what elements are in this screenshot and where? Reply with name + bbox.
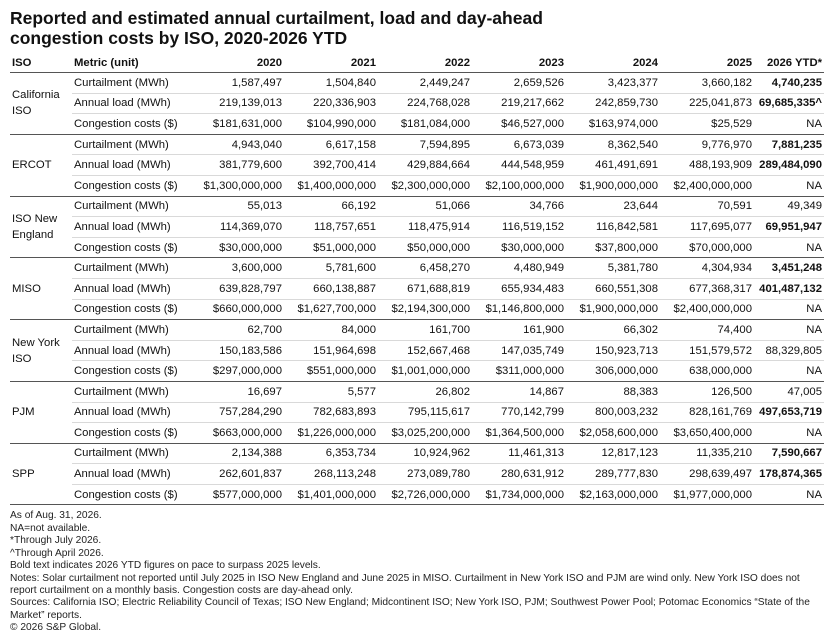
value-cell: 126,500 <box>660 381 754 402</box>
value-cell: 118,757,651 <box>284 217 378 238</box>
value-cell: 11,461,313 <box>472 443 566 464</box>
ytd-value-cell: 289,484,090 <box>754 155 824 176</box>
value-cell: 147,035,749 <box>472 340 566 361</box>
value-cell: 289,777,830 <box>566 464 660 485</box>
header-metric: Metric (unit) <box>72 54 190 73</box>
value-cell: 639,828,797 <box>190 278 284 299</box>
table-row <box>10 217 824 238</box>
value-cell: $50,000,000 <box>378 237 472 258</box>
value-cell: 14,867 <box>472 381 566 402</box>
value-cell: 268,113,248 <box>284 464 378 485</box>
value-cell: $2,163,000,000 <box>566 484 660 505</box>
value-cell: $51,000,000 <box>284 237 378 258</box>
ytd-value-cell: 7,881,235 <box>754 134 824 155</box>
metric-label: Congestion costs ($) <box>72 361 190 382</box>
metric-label: Curtailment (MWh) <box>72 320 190 341</box>
ytd-value-cell: NA <box>754 175 824 196</box>
table-row <box>10 155 824 176</box>
value-cell: 1,587,497 <box>190 73 284 94</box>
value-cell: 220,336,903 <box>284 93 378 114</box>
title-line-1: Reported and estimated annual curtailment, load and day-ahead <box>10 8 543 28</box>
value-cell: 4,943,040 <box>190 134 284 155</box>
value-cell: 66,302 <box>566 320 660 341</box>
value-cell: $1,627,700,000 <box>284 299 378 320</box>
value-cell: 800,003,232 <box>566 402 660 423</box>
ytd-value-cell: NA <box>754 361 824 382</box>
value-cell: $30,000,000 <box>190 237 284 258</box>
value-cell: 6,617,158 <box>284 134 378 155</box>
value-cell: $70,000,000 <box>660 237 754 258</box>
header-ytd: 2026 YTD* <box>754 54 824 73</box>
ytd-value-cell: NA <box>754 114 824 135</box>
value-cell: $25,529 <box>660 114 754 135</box>
metric-label: Annual load (MWh) <box>72 93 190 114</box>
metric-label: Annual load (MWh) <box>72 217 190 238</box>
ytd-value-cell: 3,451,248 <box>754 258 824 279</box>
value-cell: $30,000,000 <box>472 237 566 258</box>
value-cell: $181,631,000 <box>190 114 284 135</box>
footnote: NA=not available. <box>10 522 91 534</box>
header-row <box>10 54 824 73</box>
value-cell: 660,551,308 <box>566 278 660 299</box>
value-cell: $577,000,000 <box>190 484 284 505</box>
iso-name: MISO <box>10 258 72 320</box>
metric-label: Annual load (MWh) <box>72 155 190 176</box>
footnote: ^Through April 2026. <box>10 547 104 559</box>
header-year: 2024 <box>566 54 660 73</box>
value-cell: 84,000 <box>284 320 378 341</box>
value-cell: $1,401,000,000 <box>284 484 378 505</box>
value-cell: 273,089,780 <box>378 464 472 485</box>
value-cell: $1,001,000,000 <box>378 361 472 382</box>
metric-label: Annual load (MWh) <box>72 402 190 423</box>
value-cell: 116,842,581 <box>566 217 660 238</box>
metric-label: Curtailment (MWh) <box>72 258 190 279</box>
metric-label: Curtailment (MWh) <box>72 134 190 155</box>
value-cell: 280,631,912 <box>472 464 566 485</box>
value-cell: 3,600,000 <box>190 258 284 279</box>
value-cell: $1,900,000,000 <box>566 299 660 320</box>
value-cell: 638,000,000 <box>660 361 754 382</box>
value-cell: $2,726,000,000 <box>378 484 472 505</box>
header-iso: ISO <box>10 54 72 73</box>
value-cell: 3,423,377 <box>566 73 660 94</box>
value-cell: 262,601,837 <box>190 464 284 485</box>
value-cell: 26,802 <box>378 381 472 402</box>
metric-label: Annual load (MWh) <box>72 278 190 299</box>
ytd-value-cell: 47,005 <box>754 381 824 402</box>
value-cell: $2,058,600,000 <box>566 423 660 444</box>
header-year: 2025 <box>660 54 754 73</box>
value-cell: 12,817,123 <box>566 443 660 464</box>
data-table <box>10 54 824 505</box>
metric-label: Annual load (MWh) <box>72 464 190 485</box>
header-year: 2023 <box>472 54 566 73</box>
page-title <box>10 8 824 48</box>
value-cell: $181,084,000 <box>378 114 472 135</box>
value-cell: $2,194,300,000 <box>378 299 472 320</box>
metric-label: Congestion costs ($) <box>72 114 190 135</box>
metric-label: Congestion costs ($) <box>72 423 190 444</box>
value-cell: 16,697 <box>190 381 284 402</box>
value-cell: 74,400 <box>660 320 754 341</box>
value-cell: 34,766 <box>472 196 566 217</box>
value-cell: $1,300,000,000 <box>190 175 284 196</box>
value-cell: $1,977,000,000 <box>660 484 754 505</box>
ytd-value-cell: 497,653,719 <box>754 402 824 423</box>
value-cell: 66,192 <box>284 196 378 217</box>
value-cell: 219,139,013 <box>190 93 284 114</box>
table-row <box>10 320 824 341</box>
value-cell: 219,217,662 <box>472 93 566 114</box>
metric-label: Annual load (MWh) <box>72 340 190 361</box>
title-line-2: congestion costs by ISO, 2020-2026 YTD <box>10 28 348 48</box>
copyright: © 2026 S&P Global. <box>10 622 102 634</box>
value-cell: 62,700 <box>190 320 284 341</box>
value-cell: 4,480,949 <box>472 258 566 279</box>
footnotes <box>10 510 824 634</box>
table-row <box>10 134 824 155</box>
value-cell: $1,900,000,000 <box>566 175 660 196</box>
value-cell: 381,779,600 <box>190 155 284 176</box>
footnote: Sources: California ISO; Electric Reliability Council of Texas; ISO New England; Midcontinent ISO; New York ISO, PJM; Southwest Power Pool; Potomac Economics “State of the Market” reports. <box>10 597 810 621</box>
value-cell: 461,491,691 <box>566 155 660 176</box>
ytd-value-cell: 178,874,365 <box>754 464 824 485</box>
metric-label: Congestion costs ($) <box>72 175 190 196</box>
value-cell: 5,381,780 <box>566 258 660 279</box>
value-cell: $2,400,000,000 <box>660 299 754 320</box>
metric-label: Congestion costs ($) <box>72 299 190 320</box>
value-cell: $1,226,000,000 <box>284 423 378 444</box>
value-cell: 116,519,152 <box>472 217 566 238</box>
value-cell: 161,900 <box>472 320 566 341</box>
value-cell: $2,100,000,000 <box>472 175 566 196</box>
ytd-value-cell: NA <box>754 484 824 505</box>
footnote: As of Aug. 31, 2026. <box>10 510 102 522</box>
table-body <box>10 73 824 505</box>
table-row <box>10 464 824 485</box>
header-year: 2022 <box>378 54 472 73</box>
value-cell: 2,449,247 <box>378 73 472 94</box>
metric-label: Curtailment (MWh) <box>72 443 190 464</box>
table-row <box>10 340 824 361</box>
iso-name: New York ISO <box>10 320 72 382</box>
ytd-value-cell: 88,329,805 <box>754 340 824 361</box>
value-cell: 757,284,290 <box>190 402 284 423</box>
value-cell: 151,579,572 <box>660 340 754 361</box>
table-row <box>10 237 824 258</box>
value-cell: 7,594,895 <box>378 134 472 155</box>
table-row <box>10 73 824 94</box>
value-cell: 677,368,317 <box>660 278 754 299</box>
footnote: Bold text indicates 2026 YTD figures on pace to surpass 2025 levels. <box>10 560 321 572</box>
value-cell: 5,577 <box>284 381 378 402</box>
value-cell: 114,369,070 <box>190 217 284 238</box>
footnote: Notes: Solar curtailment not reported until July 2025 in ISO New England and June 2025 in MISO. Curtailment in New York ISO and PJM are wind only. New York ISO does not report curtailment on a monthly basis. Congestion costs are day-ahead only. <box>10 572 800 596</box>
value-cell: 151,964,698 <box>284 340 378 361</box>
value-cell: 152,667,468 <box>378 340 472 361</box>
table-row <box>10 402 824 423</box>
value-cell: 55,013 <box>190 196 284 217</box>
ytd-value-cell: 401,487,132 <box>754 278 824 299</box>
metric-label: Curtailment (MWh) <box>72 73 190 94</box>
value-cell: 6,458,270 <box>378 258 472 279</box>
table-row <box>10 258 824 279</box>
table-row <box>10 278 824 299</box>
ytd-value-cell: 4,740,235 <box>754 73 824 94</box>
value-cell: 660,138,887 <box>284 278 378 299</box>
table-row <box>10 93 824 114</box>
value-cell: $46,527,000 <box>472 114 566 135</box>
value-cell: $104,990,000 <box>284 114 378 135</box>
value-cell: $663,000,000 <box>190 423 284 444</box>
ytd-value-cell: NA <box>754 423 824 444</box>
value-cell: 150,183,586 <box>190 340 284 361</box>
ytd-value-cell: NA <box>754 237 824 258</box>
ytd-value-cell: 69,685,335^ <box>754 93 824 114</box>
metric-label: Curtailment (MWh) <box>72 196 190 217</box>
table-row <box>10 299 824 320</box>
value-cell: 4,304,934 <box>660 258 754 279</box>
value-cell: 51,066 <box>378 196 472 217</box>
value-cell: 3,660,182 <box>660 73 754 94</box>
table-row <box>10 484 824 505</box>
value-cell: $551,000,000 <box>284 361 378 382</box>
value-cell: 8,362,540 <box>566 134 660 155</box>
iso-name: ERCOT <box>10 134 72 196</box>
value-cell: $163,974,000 <box>566 114 660 135</box>
value-cell: 10,924,962 <box>378 443 472 464</box>
value-cell: 488,193,909 <box>660 155 754 176</box>
table-row <box>10 443 824 464</box>
table-row <box>10 423 824 444</box>
iso-name: ISO New England <box>10 196 72 258</box>
value-cell: 770,142,799 <box>472 402 566 423</box>
metric-label: Congestion costs ($) <box>72 484 190 505</box>
table-row <box>10 381 824 402</box>
value-cell: $297,000,000 <box>190 361 284 382</box>
value-cell: 655,934,483 <box>472 278 566 299</box>
value-cell: 224,768,028 <box>378 93 472 114</box>
value-cell: 444,548,959 <box>472 155 566 176</box>
value-cell: 392,700,414 <box>284 155 378 176</box>
value-cell: $2,300,000,000 <box>378 175 472 196</box>
value-cell: 11,335,210 <box>660 443 754 464</box>
value-cell: 6,353,734 <box>284 443 378 464</box>
value-cell: $1,734,000,000 <box>472 484 566 505</box>
iso-name: SPP <box>10 443 72 505</box>
value-cell: 6,673,039 <box>472 134 566 155</box>
value-cell: $1,146,800,000 <box>472 299 566 320</box>
value-cell: $660,000,000 <box>190 299 284 320</box>
header-year: 2021 <box>284 54 378 73</box>
value-cell: $37,800,000 <box>566 237 660 258</box>
value-cell: 2,659,526 <box>472 73 566 94</box>
value-cell: $1,400,000,000 <box>284 175 378 196</box>
value-cell: $1,364,500,000 <box>472 423 566 444</box>
table-row <box>10 114 824 135</box>
value-cell: 23,644 <box>566 196 660 217</box>
value-cell: 298,639,497 <box>660 464 754 485</box>
value-cell: 782,683,893 <box>284 402 378 423</box>
metric-label: Curtailment (MWh) <box>72 381 190 402</box>
ytd-value-cell: NA <box>754 299 824 320</box>
value-cell: 671,688,819 <box>378 278 472 299</box>
value-cell: 9,776,970 <box>660 134 754 155</box>
value-cell: 150,923,713 <box>566 340 660 361</box>
value-cell: 118,475,914 <box>378 217 472 238</box>
table-row <box>10 175 824 196</box>
value-cell: $3,025,200,000 <box>378 423 472 444</box>
footnote: *Through July 2026. <box>10 535 102 547</box>
ytd-value-cell: NA <box>754 320 824 341</box>
table-row <box>10 361 824 382</box>
value-cell: $2,400,000,000 <box>660 175 754 196</box>
ytd-value-cell: 49,349 <box>754 196 824 217</box>
iso-name: California ISO <box>10 73 72 135</box>
value-cell: 88,383 <box>566 381 660 402</box>
value-cell: 5,781,600 <box>284 258 378 279</box>
value-cell: 795,115,617 <box>378 402 472 423</box>
value-cell: 70,591 <box>660 196 754 217</box>
value-cell: 242,859,730 <box>566 93 660 114</box>
value-cell: 2,134,388 <box>190 443 284 464</box>
ytd-value-cell: 69,951,947 <box>754 217 824 238</box>
value-cell: $3,650,400,000 <box>660 423 754 444</box>
ytd-value-cell: 7,590,667 <box>754 443 824 464</box>
iso-name: PJM <box>10 381 72 443</box>
value-cell: 429,884,664 <box>378 155 472 176</box>
value-cell: 117,695,077 <box>660 217 754 238</box>
header-year: 2020 <box>190 54 284 73</box>
value-cell: $311,000,000 <box>472 361 566 382</box>
value-cell: 161,700 <box>378 320 472 341</box>
value-cell: 828,161,769 <box>660 402 754 423</box>
table-row <box>10 196 824 217</box>
value-cell: 306,000,000 <box>566 361 660 382</box>
metric-label: Congestion costs ($) <box>72 237 190 258</box>
value-cell: 225,041,873 <box>660 93 754 114</box>
value-cell: 1,504,840 <box>284 73 378 94</box>
